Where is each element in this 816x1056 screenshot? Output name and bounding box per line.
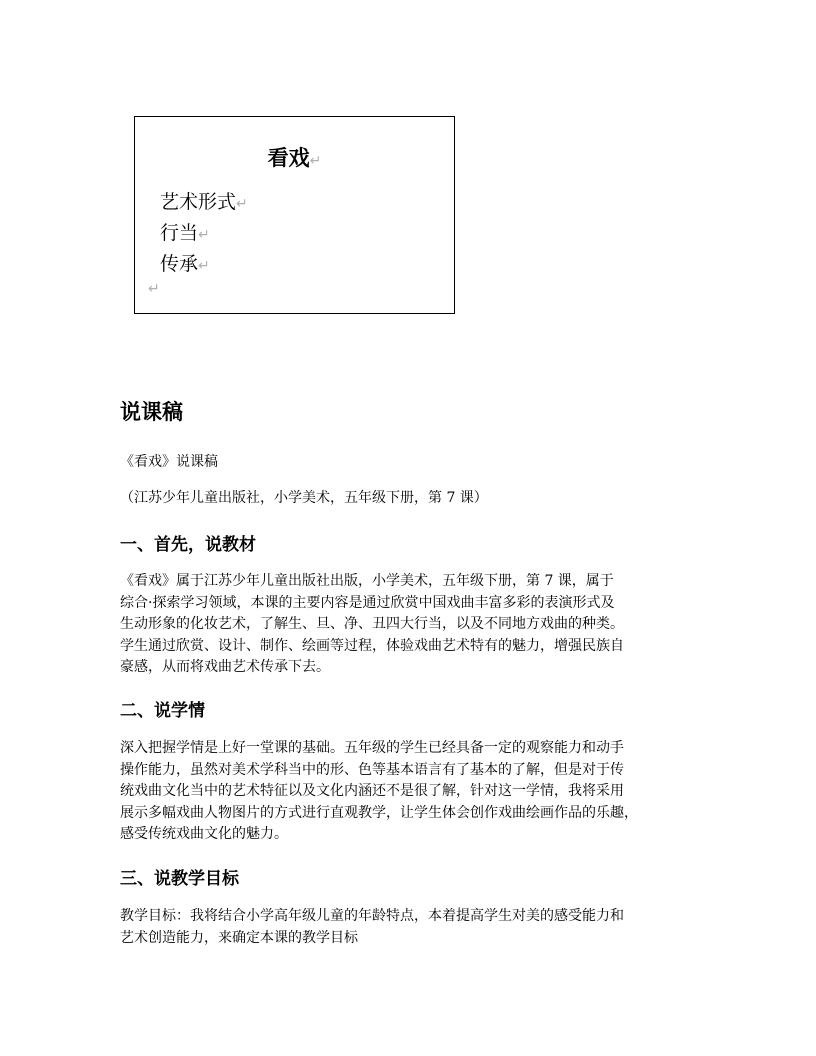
text-line: 学生通过欣赏、设计、制作、绘画等过程，体验戏曲艺术特有的魅力，增强民族自: [120, 637, 624, 654]
section-body-objectives: [120, 906, 710, 949]
text-line: 生动形象的化妆艺术，了解生、旦、净、丑四大行当，以及不同地方戏曲的种类。: [120, 616, 624, 632]
outline-text-box: [134, 116, 455, 314]
section-heading-learners: 二、说学情: [120, 701, 205, 721]
box-title: 看戏↵: [267, 146, 322, 170]
text-line: 《看戏》属于江苏少年儿童出版社出版，小学美术，五年级下册，第 7 课，属于: [120, 573, 614, 589]
publisher-line: （江苏少年儿童出版社，小学美术，五年级下册，第 7 课）: [120, 490, 488, 506]
box-item-inheritance: 传承↵: [160, 253, 210, 275]
text-line: 统戏曲文化当中的艺术特征以及文化内涵还不是很了解，针对这一学情，我将采用: [120, 783, 624, 799]
text-line: 深入把握学情是上好一堂课的基础。五年级的学生已经具备一定的观察能力和动手: [120, 740, 624, 756]
box-item-art-form: 艺术形式↵: [160, 191, 248, 213]
empty-paragraph-mark: ↵: [148, 281, 160, 297]
text-line: 艺术创造能力，来确定本课的教学目标: [120, 929, 358, 946]
section-body-textbook: [120, 571, 710, 679]
section-heading-objectives: 三、说教学目标: [120, 869, 239, 889]
text-line: 教学目标：我将结合小学高年级儿童的年龄特点，本着提高学生对美的感受能力和: [120, 908, 624, 924]
section-body-learners: [120, 738, 710, 846]
text-line: 豪感，从而将戏曲艺术传承下去。: [120, 659, 330, 675]
paragraph-mark: ↵: [236, 196, 248, 212]
paragraph-mark: ↵: [309, 153, 322, 169]
text-line: 综合·探索学习领域，本课的主要内容是通过欣赏中国戏曲丰富多彩的表演形式及: [120, 594, 615, 611]
box-item-role-types: 行当↵: [160, 222, 210, 244]
document-title: 说课稿: [120, 400, 183, 424]
text-line: 感受传统戏曲文化的魅力。: [120, 826, 288, 842]
section-heading-textbook: 一、首先，说教材: [120, 535, 256, 555]
text-line: 展示多幅戏曲人物图片的方式进行直观教学，让学生体会创作戏曲绘画作品的乐趣，: [120, 804, 638, 821]
paragraph-mark: ↵: [198, 227, 210, 243]
text-line: 操作能力，虽然对美术学科当中的形、色等基本语言有了基本的了解，但是对于传: [120, 761, 624, 778]
subtitle: 《看戏》说课稿: [120, 454, 218, 470]
paragraph-mark: ↵: [198, 258, 210, 274]
